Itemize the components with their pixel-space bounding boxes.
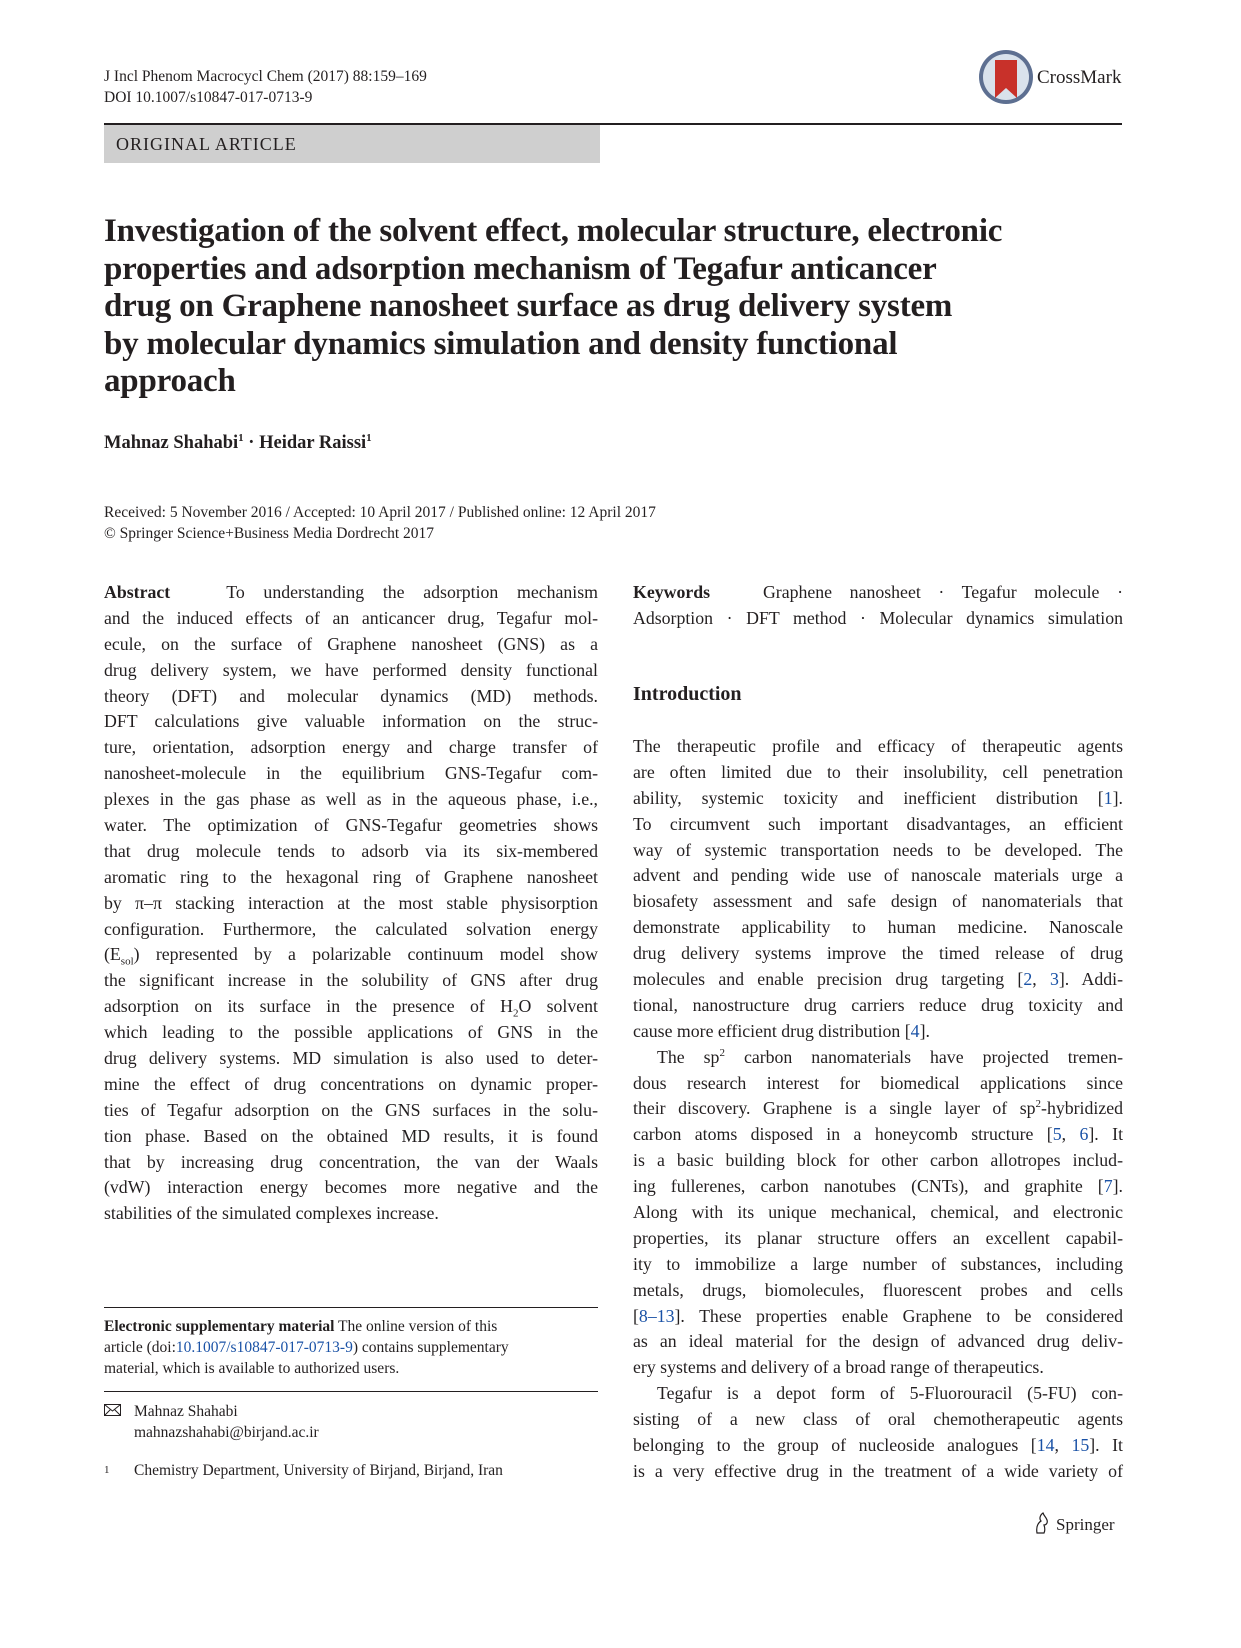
article-history	[104, 502, 656, 544]
abstract-line: nanosheet-molecule in the equilibrium GNS-Tegafur com-	[104, 763, 598, 784]
intro-line: cause more efficient drug distribution [4].	[633, 1020, 930, 1041]
journal-line: J Incl Phenom Macrocycl Chem (2017) 88:159–169	[104, 68, 427, 85]
intro-line: ery systems and delivery of a broad range of therapeutics.	[633, 1357, 1044, 1378]
intro-line: advent and pending wide use of nanoscale materials urge a	[633, 865, 1123, 886]
intro-line: belonging to the group of nucleoside analogues [14, 15]. It	[633, 1435, 1123, 1456]
affiliation-marker: 1	[366, 431, 372, 444]
intro-line: are often limited due to their insolubility, cell penetration	[633, 761, 1123, 782]
supplementary-note: Electronic supplementary material The online version of this article (doi:10.1007/s10847-017-0713-9) contains supplementary material, which is available to authorized users.	[104, 1318, 509, 1377]
affiliation-text: Chemistry Department, University of Birjand, Birjand, Iran	[134, 1462, 503, 1479]
intro-line: metals, drugs, biomolecules, fluorescent probes and cells	[633, 1279, 1123, 1300]
intro-line: dous research interest for biomedical applications since	[633, 1072, 1123, 1093]
introduction-body	[633, 734, 1123, 1485]
reference-link[interactable]: 7	[1103, 1176, 1113, 1197]
reference-link[interactable]: 14	[1036, 1435, 1055, 1456]
abstract-line: and the induced effects of an anticancer drug, Tegafur mol-	[104, 607, 598, 628]
abstract-line: water. The optimization of GNS-Tegafur geometries shows	[104, 815, 598, 836]
copyright: © Springer Science+Business Media Dordrecht 2017	[104, 525, 435, 542]
corresponding-author	[104, 1401, 319, 1443]
author-list	[104, 433, 372, 454]
footnote-divider	[104, 1391, 598, 1392]
intro-line: To circumvent such important disadvantages, an efficient	[633, 813, 1123, 834]
keywords-line: Adsorption · DFT method · Molecular dynamics simulation	[633, 607, 1123, 628]
intro-line: ity to immobilize a large number of substances, including	[633, 1253, 1123, 1274]
abstract-line: configuration. Furthermore, the calculated solvation energy	[104, 918, 598, 939]
esm-label: Electronic supplementary material	[104, 1318, 335, 1335]
reference-link[interactable]: 1	[1103, 787, 1113, 808]
title-line: properties and adsorption mechanism of Tegafur anticancer	[104, 250, 937, 287]
corresponding-name: Mahnaz Shahabi	[134, 1403, 238, 1420]
abstract-line: drug delivery systems. MD simulation is also used to deter-	[104, 1048, 598, 1069]
abstract-line: theory (DFT) and molecular dynamics (MD) methods.	[104, 685, 598, 706]
keywords-line: Keywords Graphene nanosheet · Tegafur molecule ·	[633, 582, 1123, 602]
intro-line: The $sp^2$ carbon nanomaterials have projected tremen-	[657, 1046, 1124, 1067]
corresponding-email[interactable]: mahnazshahabi@birjand.ac.ir	[134, 1424, 319, 1441]
abstract-line: aromatic ring to the hexagonal ring of Graphene nanosheet	[104, 866, 598, 887]
reference-link[interactable]: 6	[1079, 1124, 1089, 1145]
intro-line: carbon atoms disposed in a honeycomb structure [5, 6]. It	[633, 1124, 1124, 1145]
abstract-line: plexes in the gas phase as well as in the aqueous phase, i.e.,	[104, 789, 598, 810]
abstract-line: DFT calculations give valuable information on the struc-	[104, 711, 598, 732]
reference-link[interactable]: 2	[1023, 969, 1033, 990]
section-heading-introduction: Introduction	[633, 683, 742, 705]
intro-line: ing fullerenes, carbon nanotubes (CNTs), and graphite [7].	[633, 1176, 1123, 1197]
intro-line: as an ideal material for the design of advanced drug deliv-	[633, 1331, 1123, 1352]
intro-line: properties, its planar structure offers an excellent capabil-	[633, 1227, 1123, 1248]
abstract-line: mine the effect of drug concentrations on dynamic proper-	[104, 1073, 598, 1094]
keywords-label: Keywords	[633, 582, 711, 602]
author-name[interactable]: Heidar Raissi	[259, 433, 367, 453]
article-title	[104, 213, 1064, 401]
footnote-divider	[104, 1307, 598, 1308]
doi-line: DOI 10.1007/s10847-017-0713-9	[104, 89, 313, 106]
intro-line: molecules and enable precision drug targeting [2, 3]. Addi-	[633, 969, 1123, 990]
abstract-line: that by increasing drug concentration, the van der Waals	[104, 1151, 598, 1172]
abstract-line: which leading to the possible applications of GNS in the	[104, 1022, 598, 1043]
intro-line: tional, nanostructure drug carriers reduce drug toxicity and	[633, 994, 1123, 1015]
crossmark-label[interactable]: CrossMark	[1037, 67, 1122, 88]
section-badge: ORIGINAL ARTICLE	[104, 125, 600, 163]
reference-link[interactable]: 3	[1049, 969, 1059, 990]
reference-link[interactable]: 5	[1052, 1124, 1062, 1145]
title-line: approach	[104, 363, 236, 399]
abstract-label: Abstract	[104, 582, 171, 602]
intro-line: [8–13]. These properties enable Graphene to be considered	[633, 1305, 1123, 1326]
abstract-line: $(E_{sol})$ represented by a polarizable continuum model show	[104, 944, 598, 969]
doi-link[interactable]: 10.1007/s10847-017-0713-9	[175, 1339, 353, 1356]
abstract-line: stabilities of the simulated complexes increase.	[104, 1203, 439, 1224]
abstract-line: by π–π stacking interaction at the most stable physisorption	[104, 892, 598, 913]
publisher-logo: Springer	[1056, 1515, 1115, 1534]
author-name[interactable]: Mahnaz Shahabi	[104, 433, 239, 453]
intro-line: biosafety assessment and safe design of nanomaterials that	[633, 891, 1123, 912]
intro-line: ability, systemic toxicity and inefficient distribution [1].	[633, 787, 1123, 808]
intro-line: Tegafur is a depot form of 5-Fluorouracil (5-FU) con-	[657, 1383, 1123, 1404]
abstract-line: ture, orientation, adsorption energy and charge transfer of	[104, 737, 598, 758]
reference-link[interactable]: 15	[1071, 1435, 1090, 1456]
intro-line: their discovery. Graphene is a single layer of $sp^2$-hybridized	[633, 1098, 1123, 1119]
title-line: by molecular dynamics simulation and density functional	[104, 325, 898, 362]
affiliation-number: 1	[104, 1464, 110, 1476]
intro-line: drug delivery systems improve the timed release of drug	[633, 943, 1123, 964]
abstract-line: the significant increase in the solubility of GNS after drug	[104, 970, 598, 991]
abstract-line: ecule, on the surface of Graphene nanosheet (GNS) as a	[104, 633, 598, 654]
abstract	[104, 580, 598, 1227]
affiliation-marker: 1	[238, 431, 244, 444]
abstract-line: that drug molecule tends to adsorb via its six-membered	[104, 840, 598, 861]
abstract-line: drug delivery system, we have performed density functional	[104, 659, 598, 680]
abstract-line: (vdW) interaction energy becomes more negative and the	[104, 1177, 598, 1198]
journal-citation	[104, 66, 427, 108]
history-dates: Received: 5 November 2016 / Accepted: 10 April 2017 / Published online: 12 April 2017	[104, 504, 656, 521]
title-line: Investigation of the solvent effect, molecular structure, electronic	[104, 213, 1003, 249]
title-line: drug on Graphene nanosheet surface as drug delivery system	[104, 288, 953, 324]
abstract-line: adsorption on its surface in the presence of $H_2O$ solvent	[104, 996, 598, 1020]
intro-line: is a basic building block for other carbon allotropes includ-	[633, 1150, 1123, 1171]
intro-line: Along with its unique mechanical, chemical, and electronic	[633, 1202, 1123, 1223]
affiliation	[104, 1460, 503, 1481]
abstract-line: Abstract To understanding the adsorption mechanism	[104, 582, 598, 602]
keywords	[633, 580, 1123, 632]
reference-link[interactable]: 4	[910, 1020, 920, 1041]
intro-line: way of systemic transportation needs to be developed. The	[633, 839, 1123, 860]
intro-line: is a very effective drug in the treatment of a wide variety of	[633, 1460, 1123, 1481]
abstract-line: ties of Tegafur adsorption on the GNS surfaces in the solu-	[104, 1099, 598, 1120]
abstract-line: tion phase. Based on the obtained MD results, it is found	[104, 1125, 598, 1146]
intro-line: demonstrate applicability to human medicine. Nanoscale	[633, 917, 1123, 938]
reference-link[interactable]: 8–13	[638, 1305, 675, 1326]
intro-line: sisting of a new class of oral chemotherapeutic agents	[633, 1409, 1123, 1430]
author-separator: ·	[243, 433, 260, 453]
intro-line: The therapeutic profile and efficacy of therapeutic agents	[633, 736, 1123, 756]
